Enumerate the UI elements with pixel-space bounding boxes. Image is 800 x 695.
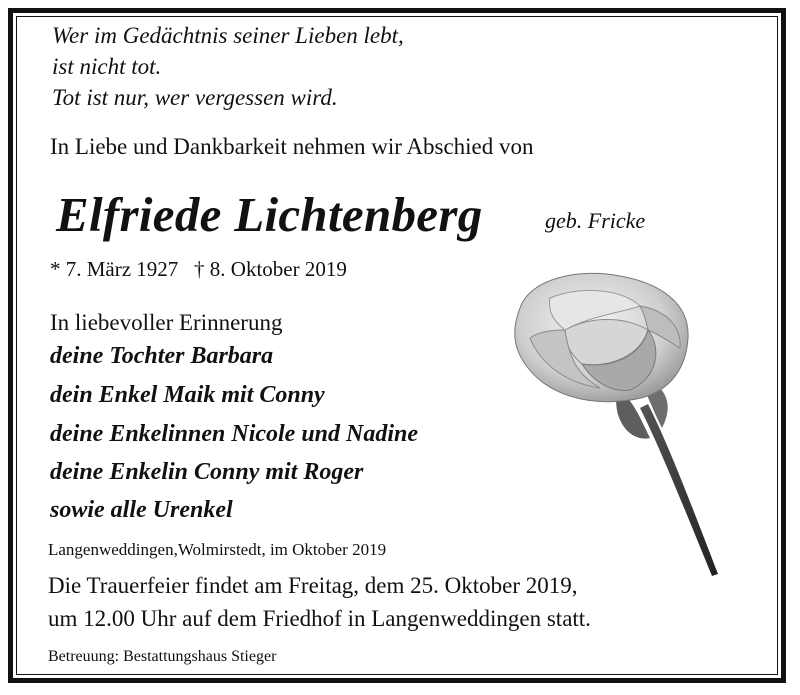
memory-line: In liebevoller Erinnerung xyxy=(50,310,283,335)
motto-line-1: Wer im Gedächtnis seiner Lieben lebt, xyxy=(52,23,404,48)
motto-line-2: ist nicht tot. xyxy=(52,54,162,79)
ceremony-line-1: Die Trauerfeier findet am Freitag, dem 25. Oktober 2019, xyxy=(48,573,578,598)
mourner-line: sowie alle Urenkel xyxy=(50,497,233,523)
maiden-name: geb. Fricke xyxy=(545,208,646,233)
rose-image xyxy=(490,268,740,588)
place-date: Langenweddingen,Wolmirstedt, im Oktober 2019 xyxy=(48,540,387,559)
motto-line-3: Tot ist nur, wer vergessen wird. xyxy=(52,85,338,110)
deceased-name: Elfriede Lichtenberg xyxy=(56,187,483,242)
funeral-home: Betreuung: Bestattungshaus Stieger xyxy=(48,648,277,665)
mourner-line: deine Enkelinnen Nicole und Nadine xyxy=(50,421,419,447)
ceremony-line-2: um 12.00 Uhr auf dem Friedhof in Langenweddingen statt. xyxy=(48,606,591,631)
intro-text: In Liebe und Dankbarkeit nehmen wir Abschied von xyxy=(50,134,534,159)
life-dates: * 7. März 1927 † 8. Oktober 2019 xyxy=(50,257,347,281)
mourner-line: dein Enkel Maik mit Conny xyxy=(50,382,325,408)
mourner-line: deine Tochter Barbara xyxy=(50,343,274,369)
mourner-line: deine Enkelin Conny mit Roger xyxy=(50,459,364,485)
